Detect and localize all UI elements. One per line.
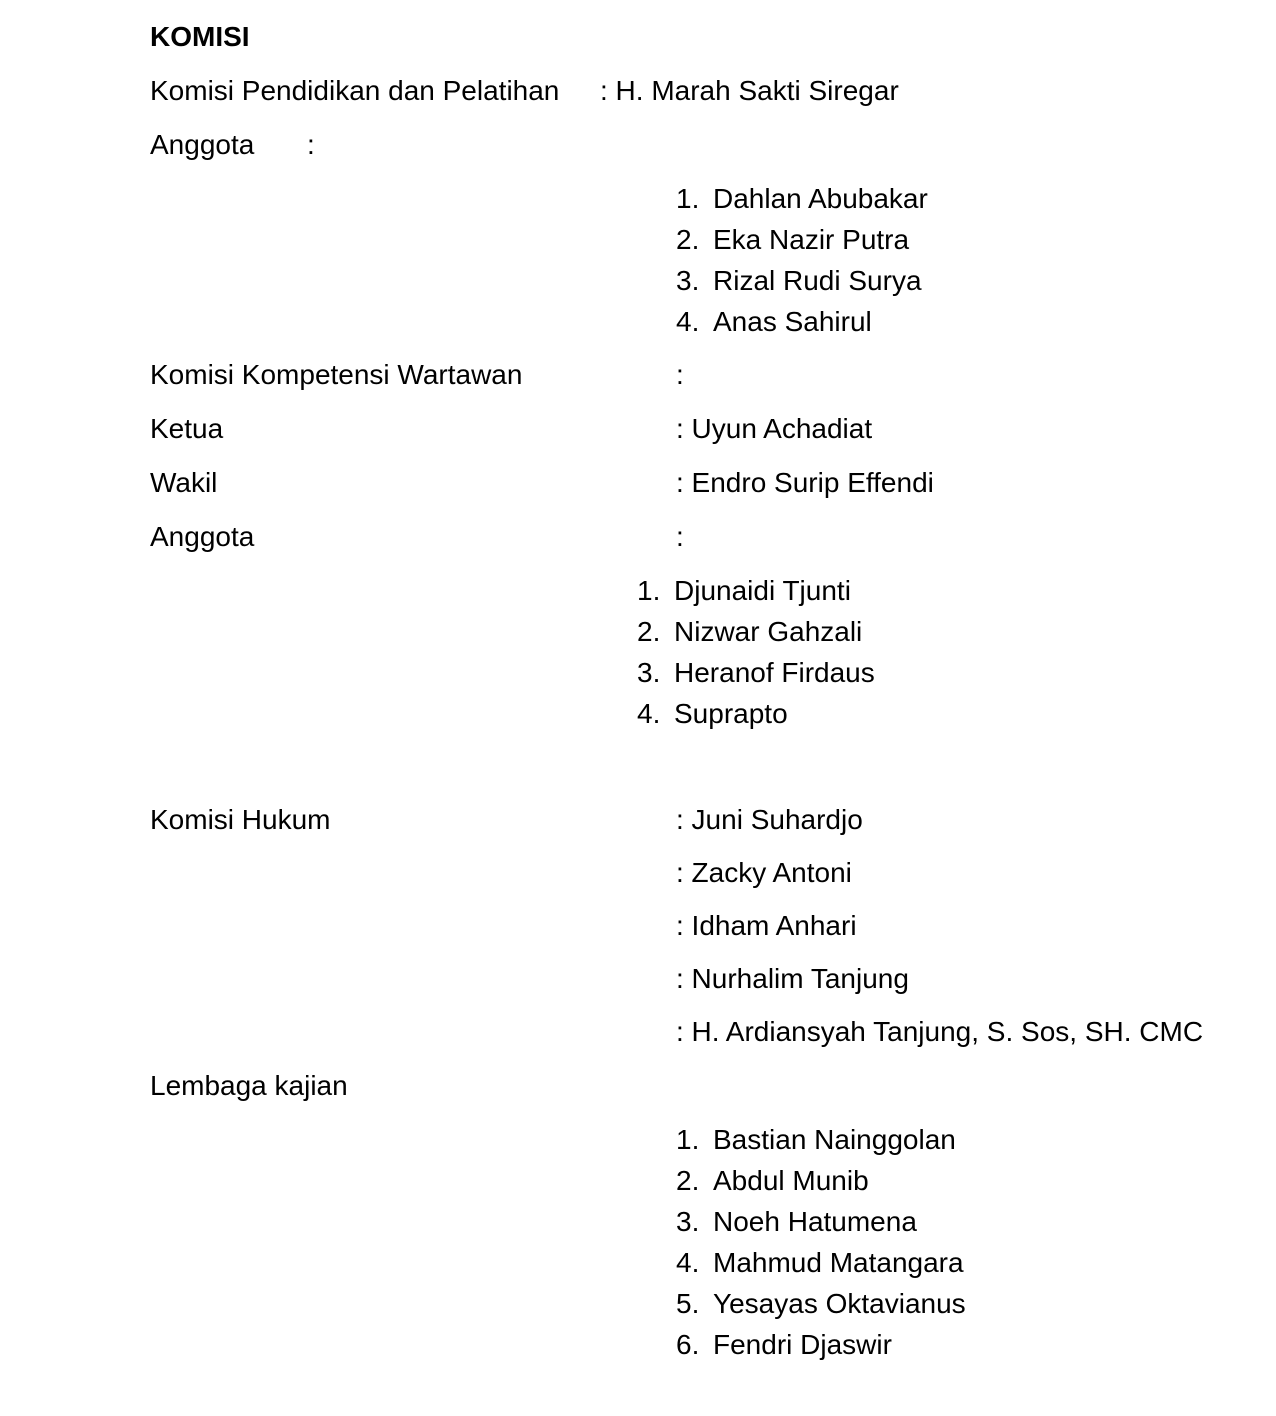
member-name: Abdul Munib [713,1165,869,1196]
wakil-value: : Endro Surip Effendi [676,467,934,498]
member-item [0,1164,1276,1198]
member-number: 3. [637,657,661,688]
row-komisi-hukum [0,803,1276,837]
member-item [0,697,1276,731]
page-title: KOMISI [150,21,250,52]
member-number: 4. [676,1247,700,1278]
member-item [0,574,1276,608]
member-item [0,223,1276,257]
row-komisi-kompetensi [0,358,1276,392]
member-number: 2. [676,224,700,255]
kompetensi-member-list [0,574,1276,738]
anggota-pendidikan-colon: : [307,129,315,160]
member-name: Noeh Hatumena [713,1206,917,1237]
member-name: Dahlan Abubakar [713,183,928,214]
komisi-pendidikan-label: Komisi Pendidikan dan Pelatihan [150,75,560,106]
member-item [0,182,1276,216]
row-anggota-pendidikan [0,128,1276,162]
member-number: 4. [676,306,700,337]
member-number: 2. [676,1165,700,1196]
member-number: 2. [637,616,661,647]
member-item [0,1123,1276,1157]
member-number: 1. [676,1124,700,1155]
komisi-hukum-label: Komisi Hukum [150,804,331,835]
member-name: Yesayas Oktavianus [713,1288,966,1319]
row-anggota-kompetensi [0,520,1276,554]
member-number: 5. [676,1288,700,1319]
member-number: 3. [676,1206,700,1237]
member-item [0,1328,1276,1362]
member-name: Suprapto [674,698,788,729]
member-number: 6. [676,1329,700,1360]
member-item [0,1205,1276,1239]
member-number: 1. [637,575,661,606]
lembaga-kajian-label: Lembaga kajian [150,1070,348,1101]
member-item [0,1246,1276,1280]
row-wakil [0,466,1276,500]
member-item [0,264,1276,298]
komisi-hukum-value-3: : Nurhalim Tanjung [676,963,909,994]
member-name: Eka Nazir Putra [713,224,910,255]
member-name: Rizal Rudi Surya [713,265,922,296]
anggota-pendidikan-label: Anggota [150,129,255,160]
member-number: 4. [637,698,661,729]
member-item [0,656,1276,690]
ketua-value: : Uyun Achadiat [676,413,873,444]
komisi-hukum-value-1: : Zacky Antoni [676,857,852,888]
row-hukum-value [0,856,1276,890]
row-ketua [0,412,1276,446]
member-name: Djunaidi Tjunti [674,575,851,606]
member-item [0,1287,1276,1321]
row-hukum-value [0,1015,1276,1049]
member-number: 1. [676,183,700,214]
member-name: Fendri Djaswir [713,1329,892,1360]
komisi-kompetensi-colon: : [676,359,684,390]
member-name: Anas Sahirul [713,306,872,337]
member-item [0,615,1276,649]
pendidikan-member-list [0,182,1276,346]
komisi-hukum-value-0: : Juni Suhardjo [676,804,863,835]
lembaga-member-list [0,1123,1276,1369]
row-komisi-pendidikan [0,74,1276,108]
komisi-hukum-value-2: : Idham Anhari [676,910,857,941]
member-number: 3. [676,265,700,296]
member-name: Nizwar Gahzali [674,616,863,647]
row-lembaga-kajian [0,1069,1276,1103]
member-name: Bastian Nainggolan [713,1124,956,1155]
row-hukum-value [0,962,1276,996]
member-item [0,305,1276,339]
anggota-kompetensi-label: Anggota [150,521,255,552]
komisi-hukum-value-4: : H. Ardiansyah Tanjung, S. Sos, SH. CMC [676,1016,1204,1047]
heading-row [0,20,1276,54]
row-hukum-value [0,909,1276,943]
wakil-label: Wakil [150,467,218,498]
anggota-kompetensi-colon: : [676,521,684,552]
komisi-pendidikan-value: : H. Marah Sakti Siregar [600,75,899,106]
member-name: Mahmud Matangara [713,1247,964,1278]
ketua-label: Ketua [150,413,224,444]
komisi-kompetensi-label: Komisi Kompetensi Wartawan [150,359,523,390]
member-name: Heranof Firdaus [674,657,875,688]
